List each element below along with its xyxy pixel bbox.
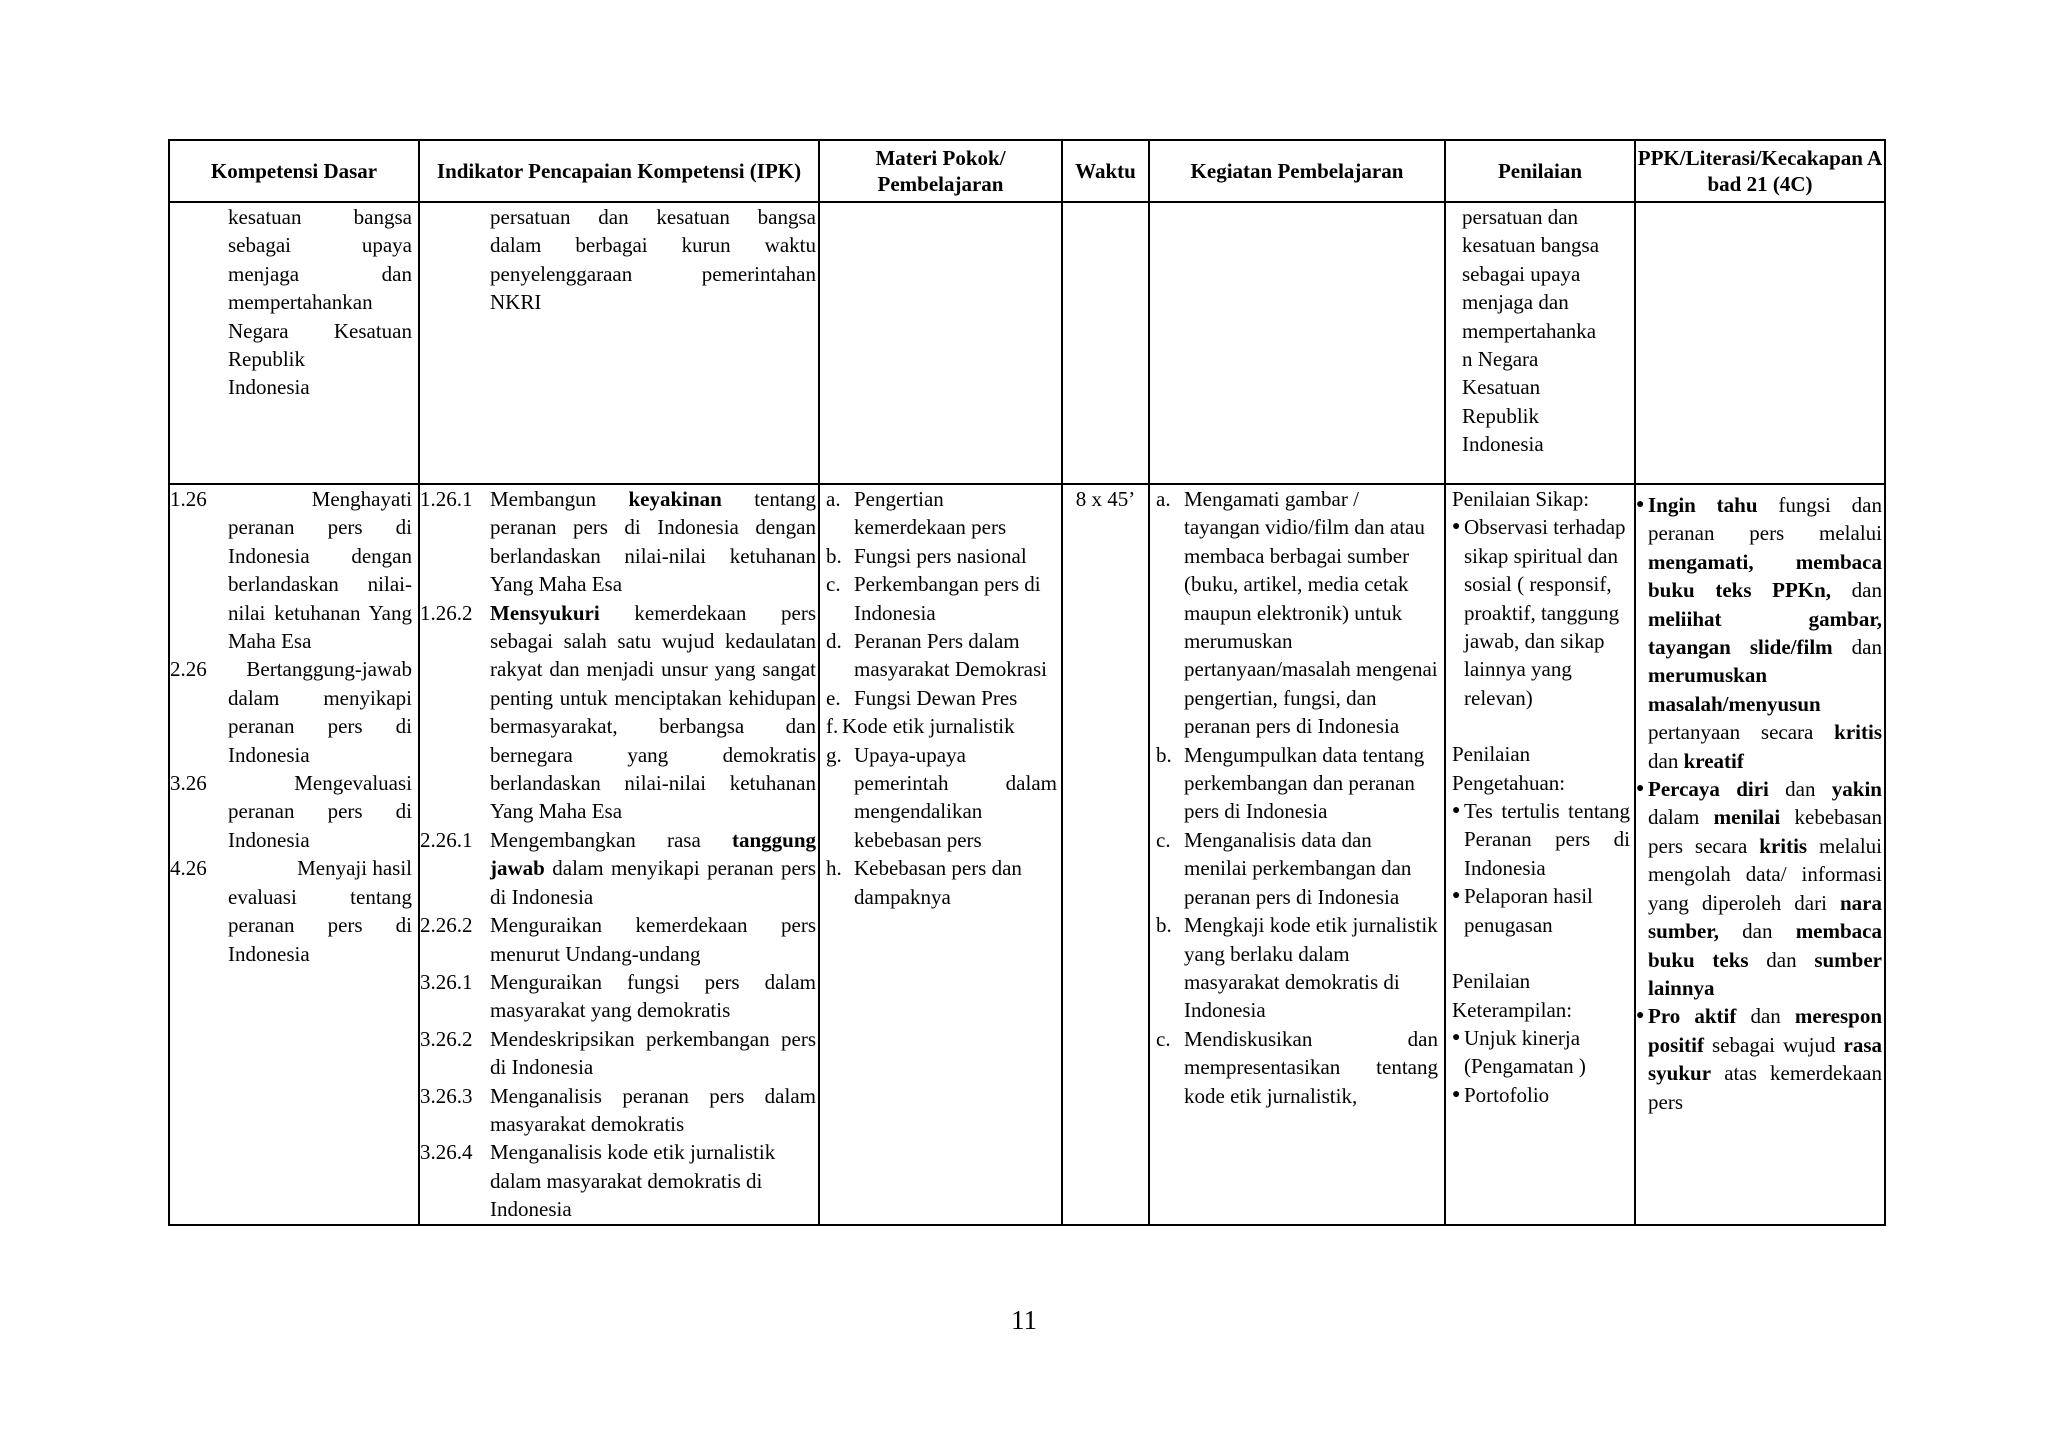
penilaian-cell-continuation	[1445, 202, 1635, 484]
waktu-value: 8 x 45’	[1075, 487, 1136, 511]
ipk-item: 3.26.2 Mendeskripsikan perkembangan pers di Indonesia	[420, 1026, 816, 1080]
list-item: a. Pengertian kemerdekaan pers	[826, 487, 1007, 540]
kd-item: 2.26 Bertanggung-jawab dalam menyikapi peranan pers di Indonesia	[170, 657, 412, 767]
waktu-cell	[1062, 484, 1149, 1225]
penilaian-keterampilan-title: Penilaian Keterampilan:	[1452, 969, 1573, 1022]
header-penilaian: Penilaian	[1445, 140, 1635, 202]
list-item: b. Fungsi pers nasional	[826, 543, 1027, 568]
bullet-icon: ●	[1452, 888, 1461, 904]
list-item: ● Tes tertulis tentang Peranan pers di Indonesia	[1452, 797, 1630, 882]
header-ppk: PPK/Literasi/Kecakapan Abad 21 (4C)	[1635, 140, 1885, 202]
kegiatan-list	[1150, 485, 1444, 1110]
materi-cell-continuation	[819, 202, 1062, 484]
kegiatan-cell	[1149, 484, 1445, 1225]
kd-continuation-text: kesatuan bangsa sebagai upaya menjaga dan mempertahankan Negara Kesatuan Republik Indonesia	[228, 205, 412, 400]
ipk-item: 2.26.2 Menguraikan kemerdekaan pers menurut Undang-undang	[420, 913, 816, 966]
ipk-cell-continuation	[419, 202, 819, 484]
list-item: f. Kode etik jurnalistik	[826, 714, 1015, 739]
list-item: ● Portofolio	[1452, 1081, 1630, 1109]
bullet-icon: ●	[1636, 497, 1645, 512]
waktu-cell-continuation	[1062, 202, 1149, 484]
materi-cell	[819, 484, 1062, 1225]
list-item: c. Menganalisis data dan menilai perkembangan dan peranan pers di Indonesia	[1156, 827, 1412, 909]
kd-item: 1.26 Menghayati peranan pers di Indonesia dengan berlandaskan nilai-nilai ketuhanan Yang Maha Esa	[170, 487, 412, 654]
list-item: ● Unjuk kinerja (Pengamatan )	[1452, 1024, 1630, 1081]
table-row-continuation	[169, 202, 1885, 484]
penilaian-pengetahuan-title: Penilaian Pengetahuan:	[1452, 742, 1566, 795]
list-item: ● Pelaporan hasil penugasan	[1452, 882, 1630, 939]
list-item: ● Pro aktif dan merespon positif sebagai wujud rasa syukur atas kemerdekaan pers	[1636, 1002, 1882, 1116]
kd-item: 3.26 Mengevaluasi peranan pers di Indonesia	[170, 771, 412, 852]
bullet-icon: ●	[1636, 1008, 1645, 1024]
list-item: g. Upaya-upaya pemerintah dalam mengendalikan kebebasan pers	[826, 742, 1057, 852]
kd-list	[170, 485, 418, 968]
list-item: c. Perkembangan pers di Indonesia	[826, 572, 1041, 625]
ppk-list	[1636, 485, 1884, 1116]
list-item: a. Mengamati gambar / tayangan vidio/film dan atau membaca berbagai sumber (buku, artikel, media cetak maupun elektronik) untuk merumuskan pertanyaan/masalah mengenai pengertian, fungsi, dan peranan pers di Indonesia	[1156, 487, 1438, 739]
page-number: 11	[1011, 1305, 1037, 1335]
header-kd: Kompetensi Dasar	[169, 140, 419, 202]
ipk-item: 1.26.1 Membangun keyakinan tentang peranan pers di Indonesia dengan berlandaskan nilai-nilai ketuhanan Yang Maha Esa	[420, 487, 816, 597]
penilaian-content	[1446, 485, 1634, 1109]
kd-cell-continuation	[169, 202, 419, 484]
ipk-list	[420, 485, 818, 1224]
list-item: c. Mendiskusikan dan mempresentasikan tentang kode etik jurnalistik,	[1156, 1026, 1438, 1108]
bullet-icon: ●	[1452, 1086, 1461, 1102]
bullet-icon: ●	[1452, 1029, 1461, 1045]
list-item: ● Observasi terhadap sikap spiritual dan sosial ( responsif, proaktif, tanggung jawab, dan sikap lainnya yang relevan)	[1452, 513, 1630, 712]
ipk-item: 3.26.1 Menguraikan fungsi pers dalam masyarakat yang demokratis	[420, 969, 816, 1023]
materi-list	[820, 485, 1061, 911]
penilaian-continuation-text: persatuan dan kesatuan bangsa sebagai upaya menjaga dan mempertahanka n Negara Kesatuan Republik Indonesia	[1462, 205, 1600, 457]
list-item: d. Peranan Pers dalam masyarakat Demokrasi	[826, 629, 1048, 682]
header-kegiatan: Kegiatan Pembelajaran	[1149, 140, 1445, 202]
bullet-icon: ●	[1452, 803, 1461, 819]
penilaian-sikap-title: Penilaian Sikap:	[1452, 487, 1590, 511]
list-item: e. Fungsi Dewan Pres	[826, 685, 1018, 710]
ipk-item: 3.26.3 Menganalisis peranan pers dalam masyarakat demokratis	[420, 1083, 816, 1136]
kegiatan-cell-continuation	[1149, 202, 1445, 484]
ipk-item: 1.26.2 Mensyukuri kemerdekaan pers sebagai salah satu wujud kedaulatan rakyat dan menjadi unsur yang sangat penting untuk menciptakan kehidupan bermasyarakat, berbangsa dan bernegara yang demokratis berlandaskan nilai-nilai ketuhanan Yang Maha Esa	[420, 600, 816, 824]
rpp-table	[168, 139, 1886, 1226]
penilaian-cell	[1445, 484, 1635, 1225]
bullet-icon: ●	[1452, 519, 1461, 535]
kd-item: 4.26 Menyaji hasil evaluasi tentang peranan pers di Indonesia	[170, 856, 412, 966]
kd-cell	[169, 484, 419, 1225]
list-item: h. Kebebasan pers dan dampaknya	[826, 856, 1022, 909]
list-item: b. Mengkaji kode etik jurnalistik yang berlaku dalam masyarakat demokratis di Indonesia	[1156, 913, 1438, 1023]
ipk-cell	[419, 484, 819, 1225]
list-item: ● Ingin tahu fungsi dan peranan pers melalui mengamati, membaca buku teks PPKn, dan meliihat gambar, tayangan slide/film dan merumuskan masalah/menyusun pertanyaan secara kritis dan kreatif	[1636, 491, 1882, 775]
header-row	[169, 140, 1885, 202]
ipk-item: 2.26.1 Mengembangkan rasa tanggung jawab dalam menyikapi peranan pers di Indonesia	[420, 827, 816, 909]
bullet-icon: ●	[1636, 781, 1645, 797]
header-ipk: Indikator Pencapaian Kompetensi (IPK)	[419, 140, 819, 202]
ipk-continuation-text: persatuan dan kesatuan bangsa dalam berbagai kurun waktu penyelenggaraan pemerintahan NKRI	[490, 205, 816, 315]
ppk-cell-continuation	[1635, 202, 1885, 484]
list-item: b. Mengumpulkan data tentang perkembangan dan peranan pers di Indonesia	[1156, 742, 1425, 824]
list-item: ● Percaya diri dan yakin dalam menilai kebebasan pers secara kritis melalui mengolah data/ informasi yang diperoleh dari nara sumber, dan membaca buku teks dan sumber lainnya	[1636, 775, 1882, 1002]
table-row-pers	[169, 484, 1885, 1225]
header-materi: Materi Pokok/ Pembelajaran	[819, 140, 1062, 202]
ppk-cell	[1635, 484, 1885, 1225]
ipk-item: 3.26.4 Menganalisis kode etik jurnalistik dalam masyarakat demokratis di Indonesia	[420, 1140, 776, 1222]
header-waktu: Waktu	[1062, 140, 1149, 202]
